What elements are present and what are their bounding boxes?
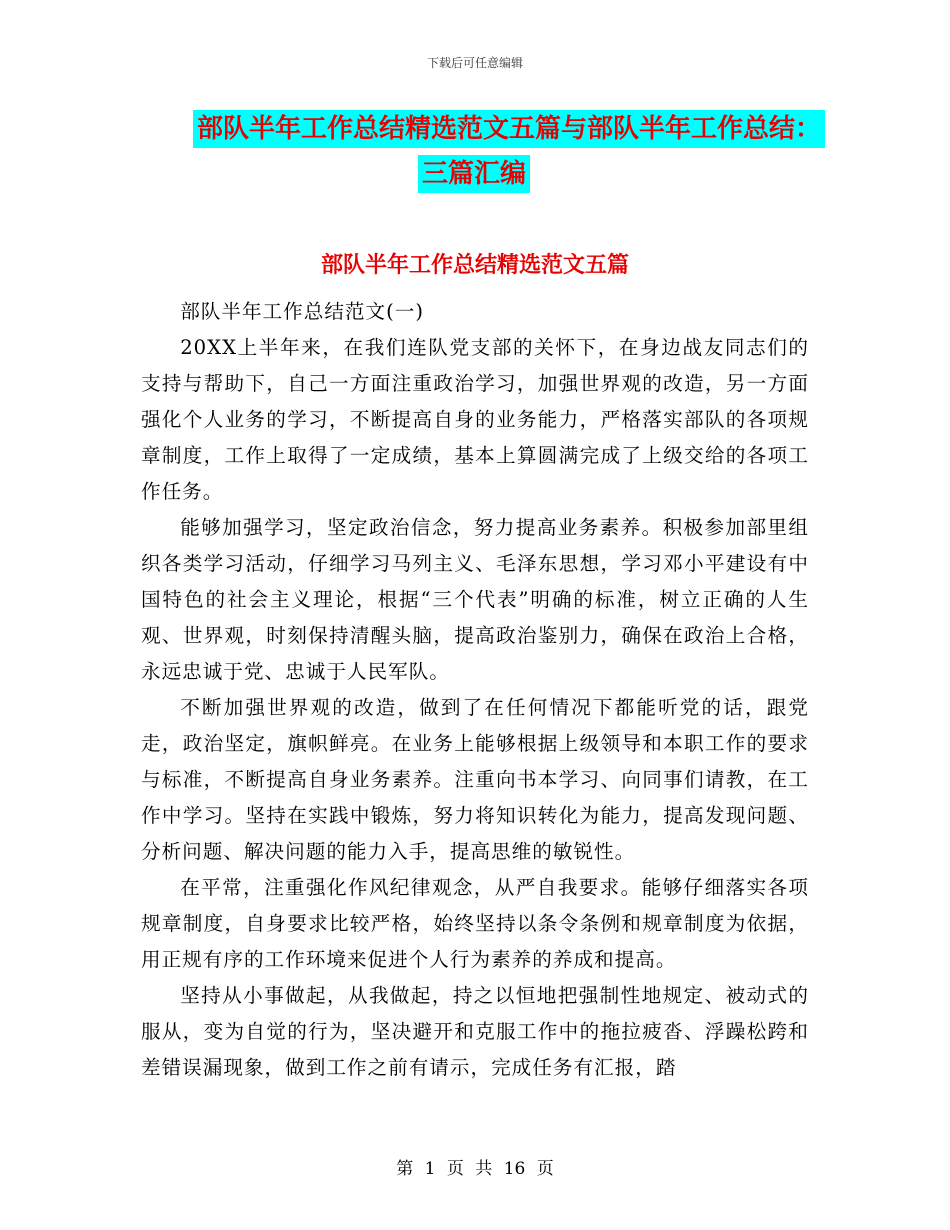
section-title: 部队半年工作总结精选范文五篇	[320, 253, 629, 278]
paragraph: 坚持从小事做起，从我做起，持之以恒地把强制性地规定、被动式的服从，变为自觉的行为，坚决避开和克服工作中的拖拉疲沓、浮躁松跨和差错误漏现象，做到工作之前有请示，完成任务有汇报，踏	[141, 984, 809, 1079]
body-text	[141, 294, 809, 1086]
title-line-1: 部队半年工作总结精选范文五篇与部队半年工作总结：	[193, 110, 825, 148]
paragraph: 在平常，注重强化作风纪律观念，从严自我要求。能够仔细落实各项规章制度，自身要求比较严格，始终坚持以条令条例和规章制度为依据，用正规有序的工作环境来促进个人行为素养的养成和提高。	[141, 876, 809, 971]
paragraph: 部队半年工作总结范文(一)	[180, 300, 425, 323]
page-footer: 第 1 页 共 16 页	[396, 1159, 554, 1179]
paragraph: 能够加强学习，坚定政治信念，努力提高业务素养。积极参加部里组织各类学习活动，仔细学习马列主义、毛泽东思想，学习邓小平建设有中国特色的社会主义理论，根据“三个代表”明确的标准，树立正确的人生观、世界观，时刻保持清醒头脑，提高政治鉴别力，确保在政治上合格，永远忠诚于党、忠诚于人民军队。	[141, 516, 809, 683]
title-line-2: 三篇汇编	[418, 155, 530, 193]
paragraph: 不断加强世界观的改造，做到了在任何情况下都能听党的话，跟党走，政治坚定，旗帜鲜亮。在业务上能够根据上级领导和本职工作的要求与标准，不断提高自身业务素养。注重向书本学习、向同事们请教，在工作中学习。坚持在实践中锻炼，努力将知识转化为能力，提高发现问题、分析问题、解决问题的能力入手，提高思维的敏锐性。	[141, 696, 809, 863]
header-note: 下载后可任意编辑	[426, 56, 523, 70]
paragraph: 20XX上半年来，在我们连队党支部的关怀下，在身边战友同志们的支持与帮助下，自己一方面注重政治学习，加强世界观的改造，另一方面强化个人业务的学习，不断提高自身的业务能力，严格落实部队的各项规章制度，工作上取得了一定成绩，基本上算圆满完成了上级交给的各项工作任务。	[141, 336, 809, 503]
